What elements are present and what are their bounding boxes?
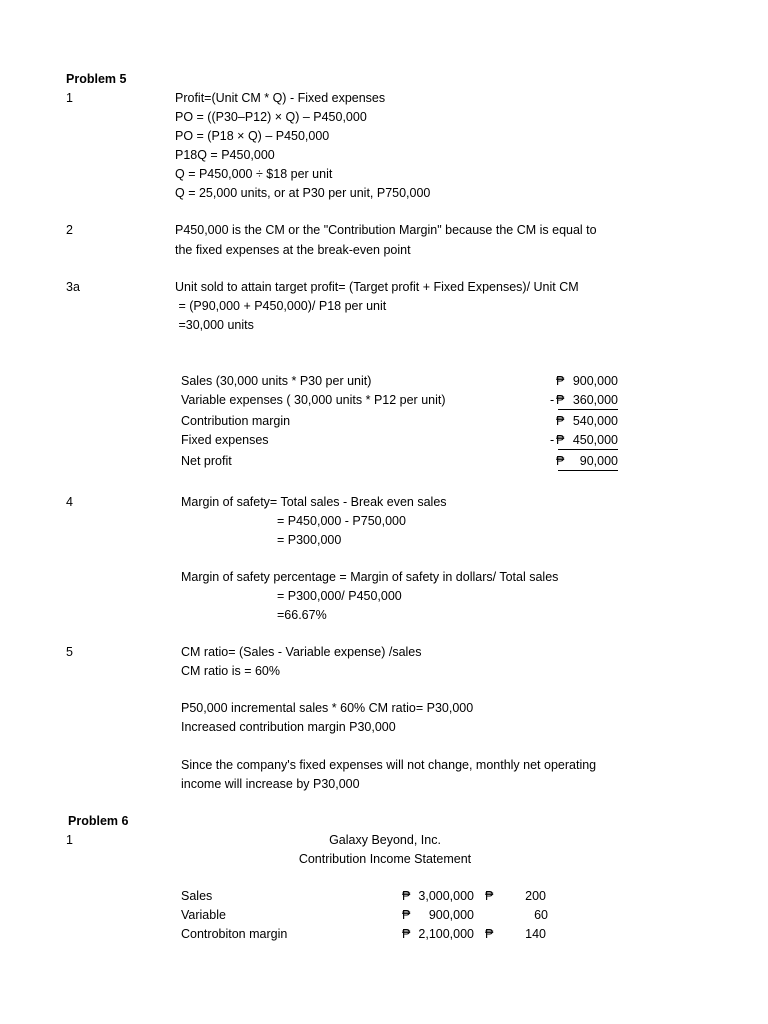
table-row-label: Variable [181, 908, 226, 922]
question-number: 2 [66, 223, 73, 237]
table-row-amount: 900,000 [428, 908, 474, 922]
q4-line: = P450,000 - P750,000 [277, 514, 406, 528]
table-row-amount: 360,000 [572, 393, 618, 407]
peso-sign: ₱ [402, 889, 411, 903]
peso-sign: ₱ [556, 454, 565, 468]
q1-line: Profit=(Unit CM * Q) - Fixed expenses [175, 91, 386, 105]
q5-line: CM ratio is = 60% [181, 664, 280, 678]
q5-line: income will increase by P30,000 [181, 777, 360, 791]
subtotal-underline [558, 449, 618, 450]
question-number: 5 [66, 645, 73, 659]
q4-line: = P300,000 [277, 533, 342, 547]
company-name: Galaxy Beyond, Inc. [329, 833, 441, 847]
peso-sign: ₱ [485, 927, 494, 941]
q1-line: P18Q = P450,000 [175, 148, 275, 162]
question-number: 3a [66, 280, 80, 294]
q5-line: Since the company's fixed expenses will not change, monthly net operating [181, 758, 597, 772]
table-row-label: Controbiton margin [181, 927, 288, 941]
table-row-amount: 3,000,000 [418, 889, 474, 903]
q3a-line: Unit sold to attain target profit= (Target profit + Fixed Expenses)/ Unit CM [175, 280, 579, 294]
minus-sign: - [550, 433, 555, 447]
q4-line: Margin of safety= Total sales - Break even sales [181, 495, 447, 509]
q4-line: =66.67% [277, 608, 327, 622]
q1-line: PO = ((P30–P12) × Q) – P450,000 [175, 110, 367, 124]
peso-sign: ₱ [556, 433, 565, 447]
q1-line: Q = P450,000 ÷ $18 per unit [175, 167, 333, 181]
table-row-label: Sales [181, 889, 213, 903]
table-row-label: Net profit [181, 454, 232, 468]
table-row-label: Sales (30,000 units * P30 per unit) [181, 374, 372, 388]
question-number: 1 [66, 91, 73, 105]
peso-sign: ₱ [485, 889, 494, 903]
q5-line: P50,000 incremental sales * 60% CM ratio= P30,000 [181, 701, 474, 715]
table-row-amount: 90,000 [579, 454, 618, 468]
q4-line: = P300,000/ P450,000 [277, 589, 402, 603]
q4-line: Margin of safety percentage = Margin of safety in dollars/ Total sales [181, 570, 559, 584]
question-number: 1 [66, 833, 73, 847]
peso-sign: ₱ [556, 393, 565, 407]
problem6-heading: Problem 6 [68, 814, 129, 828]
table-row-label: Fixed expenses [181, 433, 269, 447]
peso-sign: ₱ [556, 414, 565, 428]
question-number: 4 [66, 495, 73, 509]
table-row-label: Contribution margin [181, 414, 291, 428]
table-row-amount: 900,000 [572, 374, 618, 388]
q5-line: CM ratio= (Sales - Variable expense) /sales [181, 645, 422, 659]
table-row-amount: 450,000 [572, 433, 618, 447]
table-row-amount: 2,100,000 [418, 927, 474, 941]
table-row-per-unit: 200 [525, 889, 546, 903]
q5-line: Increased contribution margin P30,000 [181, 720, 396, 734]
total-double-underline [558, 470, 618, 471]
q1-line: Q = 25,000 units, or at P30 per unit, P750,000 [175, 186, 431, 200]
table-row-amount: 540,000 [572, 414, 618, 428]
peso-sign: ₱ [556, 374, 565, 388]
q3a-line: = (P90,000 + P450,000)/ P18 per unit [175, 299, 387, 313]
subtotal-underline [558, 409, 618, 410]
problem5-heading: Problem 5 [66, 72, 127, 86]
table-row-label: Variable expenses ( 30,000 units * P12 per unit) [181, 393, 446, 407]
table-row-per-unit: 60 [534, 908, 548, 922]
q2-line: the fixed expenses at the break-even point [175, 243, 411, 257]
q1-line: PO = (P18 × Q) – P450,000 [175, 129, 330, 143]
q3a-line: =30,000 units [175, 318, 254, 332]
q2-line: P450,000 is the CM or the "Contribution Margin" because the CM is equal to [175, 223, 597, 237]
peso-sign: ₱ [402, 927, 411, 941]
table-row-per-unit: 140 [525, 927, 546, 941]
statement-title: Contribution Income Statement [298, 852, 472, 866]
minus-sign: - [550, 393, 555, 407]
peso-sign: ₱ [402, 908, 411, 922]
